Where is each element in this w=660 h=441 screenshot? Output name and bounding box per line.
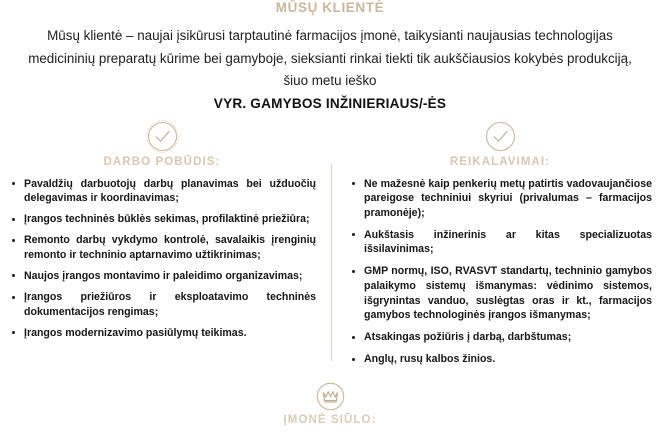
- list-item: Įrangos techninės būklės sekimas, profilaktinė priežiūra;: [8, 212, 316, 227]
- footer-section: [0, 379, 660, 441]
- requirements-icon-wrap: [348, 119, 652, 155]
- list-item: Ne mažesnė kaip penkerių metų patirtis vadovaujančiose pareigose techniniui skyriui (privalumas – farmacijos pramonėje);: [348, 177, 652, 221]
- duties-heading: DARBO POBŪDIS:: [103, 155, 221, 168]
- list-item: Pavaldžių darbuotojų darbų planavimas bei užduočių delegavimas ir koordinavimas;: [8, 177, 316, 206]
- duties-icon-wrap: [8, 119, 316, 155]
- intro-paragraph: Mūsų klientė – naujai įsikūrusi tarptautinė farmacijos įmonė, taikysianti naujausias technologijas medicininių preparatų kūrime bei gamyboje, sieksianti rinkai tiekti tik aukščiausios kokybės produkciją, šiuo metu ieško: [28, 28, 632, 88]
- list-item: Aukštasis inžinerinis ar kitas specializuotas išsilavinimas;: [348, 228, 652, 257]
- two-column-section: [0, 119, 660, 375]
- column-divider: [331, 164, 332, 361]
- role-title: VYR. GAMYBOS INŽINIERIAUS/-ĖS: [213, 95, 447, 111]
- page-title: MŪSŲ KLIENTĖ: [275, 0, 385, 15]
- list-item: Remonto darbų vykdymo kontrolė, savalaikis įrenginių remonto ir techninio aptarnavimo užtikrinimas;: [8, 233, 316, 262]
- list-item: Įrangos modernizavimo pasiūlymų teikimas.: [8, 326, 316, 341]
- list-item: Įrangos priežiūros ir eksploatavimo techninės dokumentacijos rengimas;: [8, 290, 316, 319]
- list-item: Naujos įrangos montavimo ir paleidimo organizavimas;: [8, 269, 316, 284]
- list-item: Anglų, rusų kalbos žinios.: [348, 352, 652, 367]
- crown-circle-icon: [315, 381, 346, 412]
- check-circle-icon: [484, 120, 517, 153]
- list-item: Atsakingas požiūris į darbą, darbštumas;: [348, 330, 652, 345]
- requirements-heading: REIKALAVIMAI:: [449, 155, 551, 168]
- duties-list: [8, 177, 316, 341]
- requirements-list: [348, 177, 652, 368]
- column-duties: [0, 119, 330, 375]
- offer-heading: ĮMONĖ SIŪLO:: [283, 414, 377, 426]
- column-requirements: [330, 119, 660, 375]
- list-item: GMP normų, ISO, RVASVT standartų, techninio gamybos palaikymo sistemų išmanymas: vėdinimo sistemos, išgrynintas vanduo, suslėgtas oras ir kt., farmacijos gamybos technologinės įrangos išmanymas;: [348, 264, 652, 322]
- check-circle-icon: [146, 120, 179, 153]
- offer-icon-wrap: [0, 379, 660, 413]
